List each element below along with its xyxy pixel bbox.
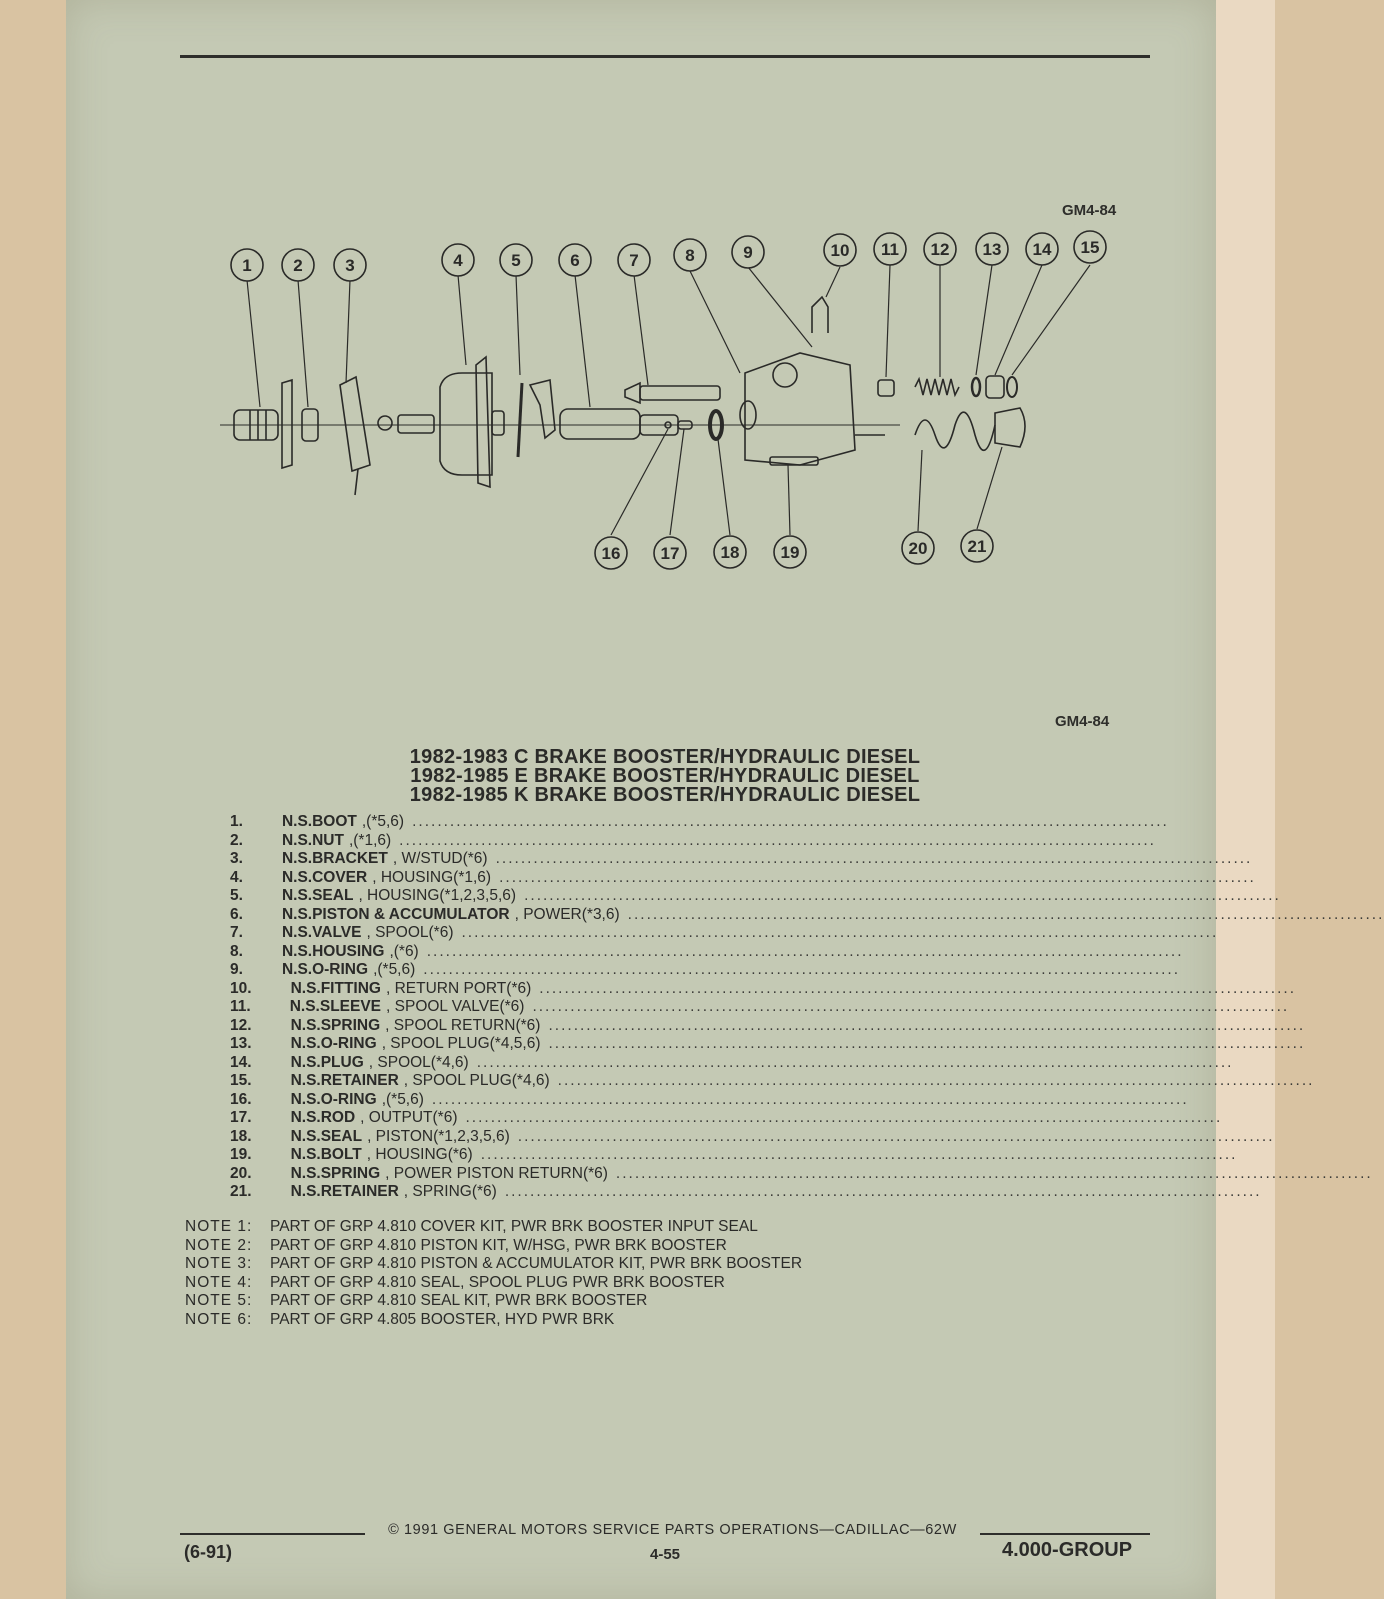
part-name: VALVE — [312, 924, 362, 941]
callout-label: 10 — [830, 241, 850, 260]
part-description: , HOUSING(*1,6) — [372, 868, 492, 886]
note-text: PART OF GRP 4.810 SEAL KIT, PWR BRK BOOSTER — [270, 1292, 648, 1309]
part-number: 7. — [230, 924, 243, 941]
piston-arm — [530, 380, 555, 438]
callout-label: 12 — [930, 240, 950, 259]
part-row — [230, 831, 1156, 851]
catalog-title: 1982-1983 C BRAKE BOOSTER/HYDRAULIC DIESEL — [409, 746, 921, 768]
dot-leader: ........................................................................................................................ — [615, 1164, 1373, 1182]
sleeve-part — [878, 380, 894, 396]
part-description: , POWER(*3,6) — [514, 905, 620, 923]
callout-label: 7 — [629, 251, 639, 270]
catalog-title: 1982-1985 E BRAKE BOOSTER/HYDRAULIC DIESEL — [410, 765, 920, 787]
part-ns: N.S. — [281, 831, 313, 849]
part-name: ROD — [320, 1109, 356, 1126]
dot-leader: ........................................................................................................................ — [465, 1109, 1223, 1126]
part-row — [230, 1053, 1234, 1073]
callout-label: 15 — [1080, 238, 1100, 257]
part-description: ,(*1,6) — [348, 831, 392, 849]
note-label: NOTE 6: — [185, 1310, 253, 1328]
part-row — [230, 979, 1297, 999]
dot-leader: ........................................................................................................................ — [524, 887, 1281, 904]
callout-label: 4 — [453, 251, 463, 270]
plug-part — [986, 376, 1004, 398]
housing-part — [745, 353, 855, 465]
dot-leader: ........................................................................................................................ — [423, 961, 1181, 978]
part-name: BOOT — [312, 813, 357, 830]
part-row — [230, 905, 1384, 925]
part-description: , PISTON(*1,2,3,5,6) — [367, 1127, 510, 1145]
part-number: 4. — [230, 868, 243, 886]
dot-leader: ........................................................................................................................ — [399, 831, 1156, 849]
part-ns: N.S. — [290, 979, 321, 997]
note-row — [185, 1274, 802, 1293]
note-row — [185, 1311, 802, 1330]
note-row — [185, 1292, 802, 1311]
part-name: COVER — [312, 868, 368, 886]
note-text: PART OF GRP 4.810 COVER KIT, PWR BRK BOOSTER INPUT SEAL — [270, 1218, 758, 1235]
part-name: SEAL — [312, 887, 354, 904]
valve-spool — [640, 386, 720, 400]
footer-rule-left — [180, 1533, 365, 1535]
part-number: 8. — [230, 942, 243, 960]
callout-label: 11 — [881, 240, 899, 259]
part-number: 13. — [230, 1035, 252, 1052]
note-text: PART OF GRP 4.810 SEAL, SPOOL PLUG PWR BRK BOOSTER — [270, 1273, 725, 1291]
part-number: 1. — [230, 813, 243, 830]
part-name: RETAINER — [320, 1072, 399, 1089]
callout-label: 2 — [293, 256, 303, 275]
dot-leader: ........................................................................................................................ — [548, 1035, 1306, 1052]
return-spring — [915, 412, 995, 450]
part-description: , SPOOL PLUG(*4,6) — [403, 1072, 550, 1089]
part-number: 5. — [230, 887, 243, 904]
retainer-part — [1007, 377, 1017, 397]
note-label: NOTE 1: — [185, 1218, 253, 1235]
part-ns: N.S. — [290, 1146, 321, 1163]
part-row — [230, 813, 1169, 832]
part-name: SEAL — [320, 1127, 363, 1145]
part-number: 21. — [230, 1183, 252, 1200]
part-description: , SPOOL VALVE(*6) — [386, 998, 525, 1015]
piston-part — [560, 409, 640, 439]
dot-leader: ........................................................................................................................ — [476, 1053, 1234, 1071]
catalog-titles — [330, 748, 1000, 805]
page-margin-strip — [1216, 0, 1275, 1599]
part-row — [230, 961, 1181, 980]
part-description: , W/STUD(*6) — [392, 850, 488, 867]
callout-label: 21 — [967, 537, 987, 556]
part-ns: N.S. — [281, 924, 313, 941]
part-row — [230, 942, 1184, 962]
part-row — [230, 1109, 1223, 1128]
figure-code-top: GM4-84 — [1062, 202, 1117, 219]
part-description: ,(*5,6) — [373, 961, 416, 978]
part-ns: N.S. — [290, 1127, 321, 1145]
part-row — [230, 1127, 1275, 1147]
exploded-view-diagram — [200, 225, 1140, 605]
part-row — [230, 1183, 1262, 1202]
part-ns: N.S. — [290, 1053, 321, 1071]
part-ns: N.S. — [281, 905, 313, 923]
catalog-title: 1982-1985 K BRAKE BOOSTER/HYDRAULIC DIESEL — [409, 784, 921, 806]
dot-leader: ........................................................................................................................ — [495, 850, 1253, 867]
dot-leader: ........................................................................................................................ — [557, 1072, 1315, 1089]
part-row — [230, 1072, 1315, 1091]
part-name: PLUG — [320, 1053, 364, 1071]
part-description: ,(*5,6) — [361, 813, 405, 830]
page-number: 4-55 — [650, 1546, 681, 1563]
seal-part — [518, 383, 522, 457]
spool-spring — [915, 379, 959, 395]
callout-label: 20 — [908, 539, 928, 558]
part-name: O-RING — [312, 961, 369, 978]
part-number: 18. — [230, 1127, 252, 1145]
fitting-part — [812, 297, 828, 333]
callout-label: 16 — [601, 544, 621, 563]
figure-code-bottom: GM4-84 — [1055, 713, 1110, 730]
bracket-part — [340, 377, 370, 471]
part-description: , POWER PISTON RETURN(*6) — [385, 1164, 608, 1182]
part-row — [230, 887, 1281, 906]
part-number: 3. — [230, 850, 243, 867]
part-ns: N.S. — [290, 1090, 321, 1108]
part-name: SLEEVE — [319, 998, 382, 1015]
part-description: ,(*6) — [389, 942, 419, 960]
part-number: 9. — [230, 961, 243, 978]
part-ns: N.S. — [281, 813, 313, 830]
part-number: 10. — [230, 979, 252, 997]
part-description: , SPOOL(*6) — [366, 924, 454, 941]
part-ns: N.S. — [290, 1183, 321, 1200]
part-description: , HOUSING(*6) — [366, 1146, 473, 1163]
part-name: BRACKET — [312, 850, 388, 867]
footer-rule-right — [980, 1533, 1150, 1535]
group-label: 4.000-GROUP — [1002, 1539, 1133, 1561]
bracket-stud — [355, 469, 358, 495]
part-name: HOUSING — [312, 942, 385, 960]
note-label: NOTE 5: — [185, 1292, 253, 1309]
part-description: , HOUSING(*1,2,3,5,6) — [358, 887, 517, 904]
dot-leader: ........................................................................................................................ — [517, 1127, 1275, 1145]
part-ns: N.S. — [289, 998, 320, 1015]
part-ns: N.S. — [290, 1072, 321, 1089]
part-number: 6. — [230, 905, 243, 923]
part-ns: N.S. — [281, 868, 313, 886]
dot-leader: ........................................................................................................................ — [548, 1016, 1306, 1034]
dot-leader: ........................................................................................................................ — [426, 942, 1184, 960]
part-ns: N.S. — [290, 1109, 321, 1126]
part-ns: N.S. — [281, 887, 313, 904]
part-ns: N.S. — [281, 961, 313, 978]
callout-label: 19 — [780, 543, 800, 562]
note-text: PART OF GRP 4.810 PISTON KIT, W/HSG, PWR BRK BOOSTER — [270, 1236, 727, 1254]
note-row — [185, 1237, 802, 1256]
o-ring-part — [972, 378, 980, 396]
part-number: 15. — [230, 1072, 252, 1089]
part-ns: N.S. — [281, 850, 313, 867]
note-text: PART OF GRP 4.805 BOOSTER, HYD PWR BRK — [270, 1310, 615, 1328]
part-name: SPRING — [320, 1016, 381, 1034]
dot-leader: ........................................................................................................................ — [480, 1146, 1238, 1163]
part-row — [230, 998, 1290, 1017]
part-name: O-RING — [320, 1090, 377, 1108]
parts-list — [230, 813, 1384, 1202]
part-row — [230, 868, 1256, 888]
part-description: , SPOOL RETURN(*6) — [385, 1016, 541, 1034]
dot-leader: ........................................................................................................................ — [499, 868, 1256, 886]
dot-leader: ........................................................................................................................ — [461, 924, 1219, 941]
part-ns: N.S. — [290, 1164, 321, 1182]
spring-retainer — [995, 408, 1025, 447]
part-ns: N.S. — [290, 1016, 321, 1034]
callout-label: 8 — [685, 246, 695, 265]
part-ns: N.S. — [290, 1035, 321, 1052]
revision-date: (6-91) — [184, 1542, 233, 1562]
part-row — [230, 1164, 1373, 1184]
dot-leader: ........................................................................................................................ — [504, 1183, 1262, 1200]
callout-label: 6 — [570, 251, 580, 270]
part-number: 2. — [230, 831, 243, 849]
part-name: SPRING — [320, 1164, 381, 1182]
note-text: PART OF GRP 4.810 PISTON & ACCUMULATOR KIT, PWR BRK BOOSTER — [270, 1255, 803, 1272]
callout-label: 9 — [743, 243, 753, 262]
part-row — [230, 1090, 1189, 1110]
dot-leader: ........................................................................................................................ — [532, 998, 1290, 1015]
part-description: , SPOOL PLUG(*4,5,6) — [381, 1035, 541, 1052]
valve-cap — [625, 383, 640, 403]
part-description: ,(*5,6) — [381, 1090, 424, 1108]
callout-label: 5 — [511, 251, 521, 270]
copyright-line: © 1991 GENERAL MOTORS SERVICE PARTS OPERATIONS—CADILLAC—62W — [388, 1522, 957, 1538]
notes-list — [185, 1218, 802, 1329]
part-description: , SPRING(*6) — [403, 1183, 497, 1200]
note-row — [185, 1255, 802, 1274]
callout-label: 1 — [242, 256, 252, 275]
part-ns: N.S. — [281, 942, 313, 960]
part-description: , RETURN PORT(*6) — [386, 979, 532, 997]
dot-leader: ........................................................................................................................ — [627, 905, 1384, 923]
part-number: 14. — [230, 1053, 252, 1071]
callout-label: 18 — [720, 543, 740, 562]
part-number: 20. — [230, 1164, 252, 1182]
callout-label: 17 — [660, 544, 680, 563]
cover-part — [440, 373, 492, 475]
part-name: RETAINER — [320, 1183, 399, 1200]
part-name: PISTON & ACCUMULATOR — [312, 905, 510, 923]
callout-label: 13 — [982, 240, 1002, 259]
part-row — [230, 1035, 1306, 1054]
part-number: 11. — [230, 998, 251, 1015]
callout-label: 3 — [345, 256, 355, 275]
part-row — [230, 850, 1253, 869]
rod-end — [398, 415, 434, 433]
rod-eye — [378, 416, 392, 430]
note-label: NOTE 2: — [185, 1236, 253, 1254]
part-name: O-RING — [320, 1035, 377, 1052]
callout-label: 14 — [1032, 240, 1052, 259]
part-row — [230, 1146, 1238, 1165]
top-rule — [180, 55, 1150, 58]
plate-part — [282, 380, 292, 468]
part-description: , OUTPUT(*6) — [360, 1109, 458, 1126]
part-name: FITTING — [320, 979, 381, 997]
dot-leader: ........................................................................................................................ — [412, 813, 1169, 830]
part-description: , SPOOL(*4,6) — [368, 1053, 469, 1071]
part-row — [230, 1016, 1306, 1036]
note-label: NOTE 3: — [185, 1255, 253, 1272]
note-label: NOTE 4: — [185, 1273, 253, 1291]
part-number: 12. — [230, 1016, 252, 1034]
note-row — [185, 1218, 802, 1237]
part-name: BOLT — [320, 1146, 362, 1163]
part-number: 19. — [230, 1146, 252, 1163]
part-number: 16. — [230, 1090, 252, 1108]
part-name: NUT — [312, 831, 344, 849]
part-number: 17. — [230, 1109, 252, 1126]
dot-leader: ........................................................................................................................ — [539, 979, 1297, 997]
part-row — [230, 924, 1219, 943]
dot-leader: ........................................................................................................................ — [431, 1090, 1189, 1108]
